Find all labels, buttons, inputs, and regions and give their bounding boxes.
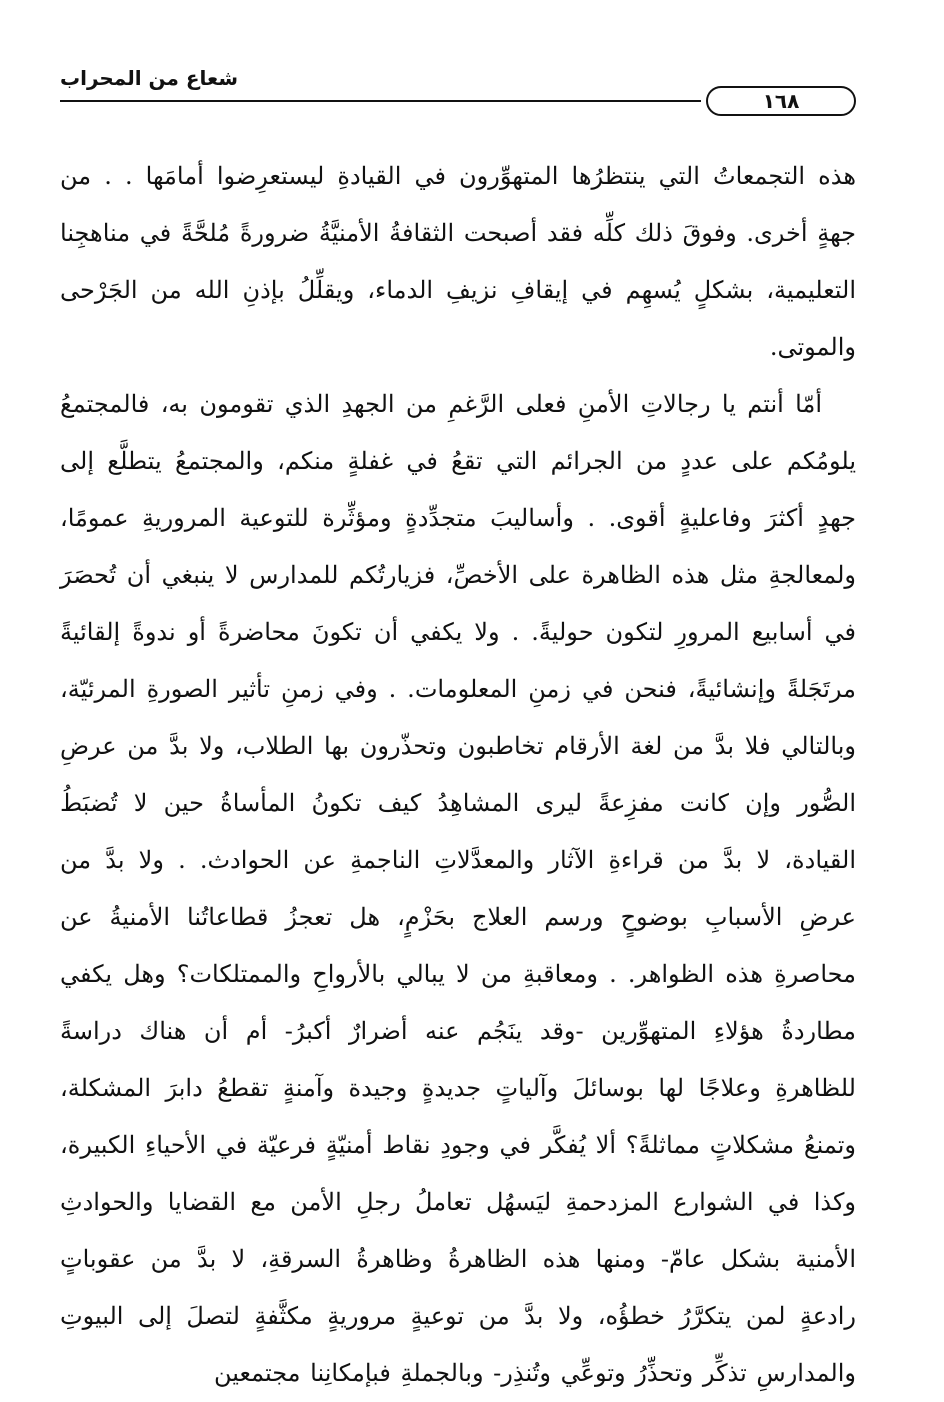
page-body <box>60 148 856 1402</box>
paragraph-1: هذه التجمعاتُ التي ينتظرُها المتهوِّرون في القيادةِ ليستعرِضوا أمامَها . . من جهةٍ أخرى. وفوقَ ذلك كلِّه فقد أصبحت الثقافةُ الأمنيَّةُ ضرورةً مُلحَّةً في مناهجِنا التعليمية، بشكلٍ يُسهِم في إيقافِ نزيفِ الدماء، ويقلِّلُ بإذنِ الله من الجَرْحى والموتى. <box>60 162 856 361</box>
page-header <box>60 58 856 118</box>
page-number: ١٦٨ <box>706 86 856 116</box>
running-title: شعاع من المحراب <box>60 66 239 90</box>
paragraph-2: أمّا أنتم يا رجالاتِ الأمنِ فعلى الرَّغمِ من الجهدِ الذي تقومون به، فالمجتمعُ يلومُكم على عددٍ من الجرائم التي تقعُ في غفلةٍ منكم، والمجتمعُ يتطلَّع إلى جهدٍ أكثرَ وفاعليةٍ أقوى. . وأساليبَ متجدِّدةٍ ومؤثِّرة للتوعية المروريةِ عمومًا، ولمعالجةِ مثل هذه الظاهرة على الأخصِّ، فزيارتُكم للمدارس لا ينبغي أن تُحصَرَ في أسابيع المرورِ لتكون حوليةً. . ولا يكفي أن تكونَ محاضرةً أو ندوةً إلقائيةً مرتَجَلةً وإنشائيةً، فنحن في زمنِ المعلومات. . وفي زمنِ تأثير الصورةِ المرئيّة، وبالتالي فلا بدَّ من لغة الأرقام تخاطبون وتحذّرون بها الطلاب، ولا بدَّ من عرضِ الصُّور وإن كانت مفزِعةً ليرى المشاهِدُ كيف تكونُ المأساةُ حين لا تُضبَطُ القيادة، لا بدَّ من قراءةِ الآثار والمعدَّلاتِ الناجمةِ عن الحوادث. . ولا بدَّ من عرضِ الأسبابِ بوضوحٍ ورسم العلاج بحَزْمٍ، هل تعجزُ قطاعاتُنا الأمنيةُ عن محاصرةِ هذه الظواهر. . ومعاقبةِ من لا يبالي بالأرواحِ والممتلكات؟ وهل يكفي مطاردةُ هؤلاءِ المتهوِّرين -وقد ينَجُم عنه أضرارٌ أكبرُ- أم أن هناك دراسةً للظاهرةِ وعلاجًا لها بوسائلَ وآلياتٍ جديدةٍ وجيدة وآمنةٍ تقطعُ دابرَ المشكلة، وتمنعُ مشكلاتٍ مماثلةً؟ ألا يُفكَّر في وجودِ نقاط أمنيّةٍ فرعيّة في الأحياءِ الكبيرة، وكذا في الشوارع المزدحمةِ ليَسهُل تعاملُ رجلِ الأمن مع القضايا والحوادثِ الأمنية بشكل عامّ- ومنها هذه الظاهرةُ وظاهرةُ السرقةِ، لا بدَّ من عقوباتٍ رادعةٍ لمن يتكرَّرُ خطؤُه، ولا بدَّ من توعيةٍ مروريةٍ مكثَّفةٍ لتصلَ إلى البيوتِ والمدارسِ تذكِّر وتحذِّرُ وتوعِّي وتُنذِر- وبالجملةِ فبإمكانِنا مجتمعين <box>60 390 856 1387</box>
header-rule <box>60 100 701 102</box>
